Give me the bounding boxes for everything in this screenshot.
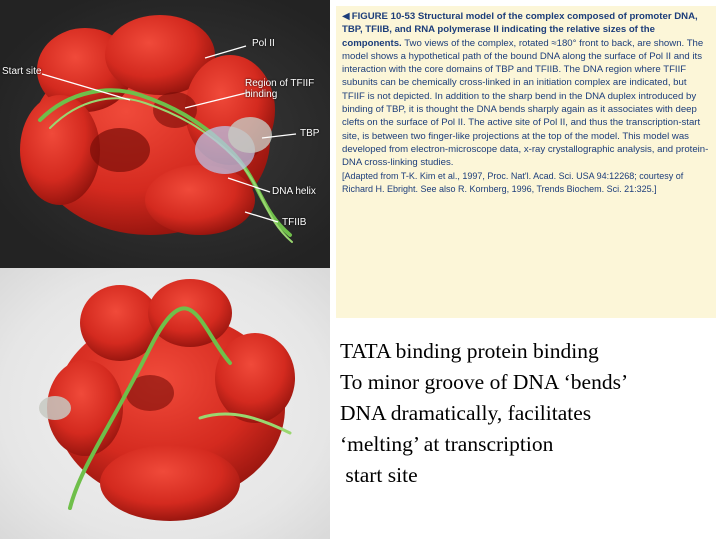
figure-panel [0, 0, 330, 539]
caption-citation: [Adapted from T-K. Kim et al., 1997, Proc. Nat'l. Acad. Sci. USA 94:12268; courtesy of Richard H. Ebright. See also R. Kornberg, 1996, Trends Biochem. Sci. 21:325.] [342, 170, 684, 194]
caption-body: Two views of the complex, rotated ≈180° front to back, are shown. The model shows a hypothetical path of the bound DNA along the surface of Pol II and its interaction with the core domains of TBP and TFIIB. The DNA region where TFIIF subunits can be chemically cross-linked in an initiation complex are indicated, but TFIIF is not depicted. In addition to the sharp bend in the DNA duplex introduced by binding of TBP, it is thought the DNA bends sharply again as it associates with deep clefts on the surface of Pol II. The active site of Pol II, and thus the transcription-start site, is between two finger-like projections at the top of the model. This model was developed from electron-microscope data, x-ray crystallographic analysis, and protein-DNA cross-linking studies. [342, 37, 709, 169]
label-tfiib: TFIIB [282, 217, 307, 228]
label-tfiif-region: Region of TFIIF binding [245, 78, 315, 100]
slide-line: TATA binding protein binding [340, 339, 599, 363]
model-front-illustration [0, 0, 330, 268]
label-tbp: TBP [300, 128, 320, 139]
figure-caption [336, 6, 716, 318]
slide-line: start site [340, 463, 418, 487]
model-view-back [0, 268, 330, 539]
slide-line: DNA dramatically, facilitates [340, 401, 592, 425]
slide-line: ‘melting’ at transcription [340, 432, 554, 456]
label-pol-ii: Pol II [252, 38, 275, 49]
label-dna-helix: DNA helix [272, 186, 316, 197]
slide-text [340, 336, 716, 491]
tbp-density-back [39, 396, 71, 420]
label-start-site: Start site [2, 66, 42, 77]
slide-line: To minor groove of DNA ‘bends’ [340, 370, 629, 394]
caption-heading: FIGURE 10-53 Structural model of the complex composed of promoter DNA, TBP, TFIIB, and RNA polymerase II indicating the relative sizes of the components. [342, 11, 698, 49]
caption-arrow-icon: ◀ [342, 11, 350, 22]
model-view-front [0, 0, 330, 268]
model-back-illustration [0, 268, 330, 539]
